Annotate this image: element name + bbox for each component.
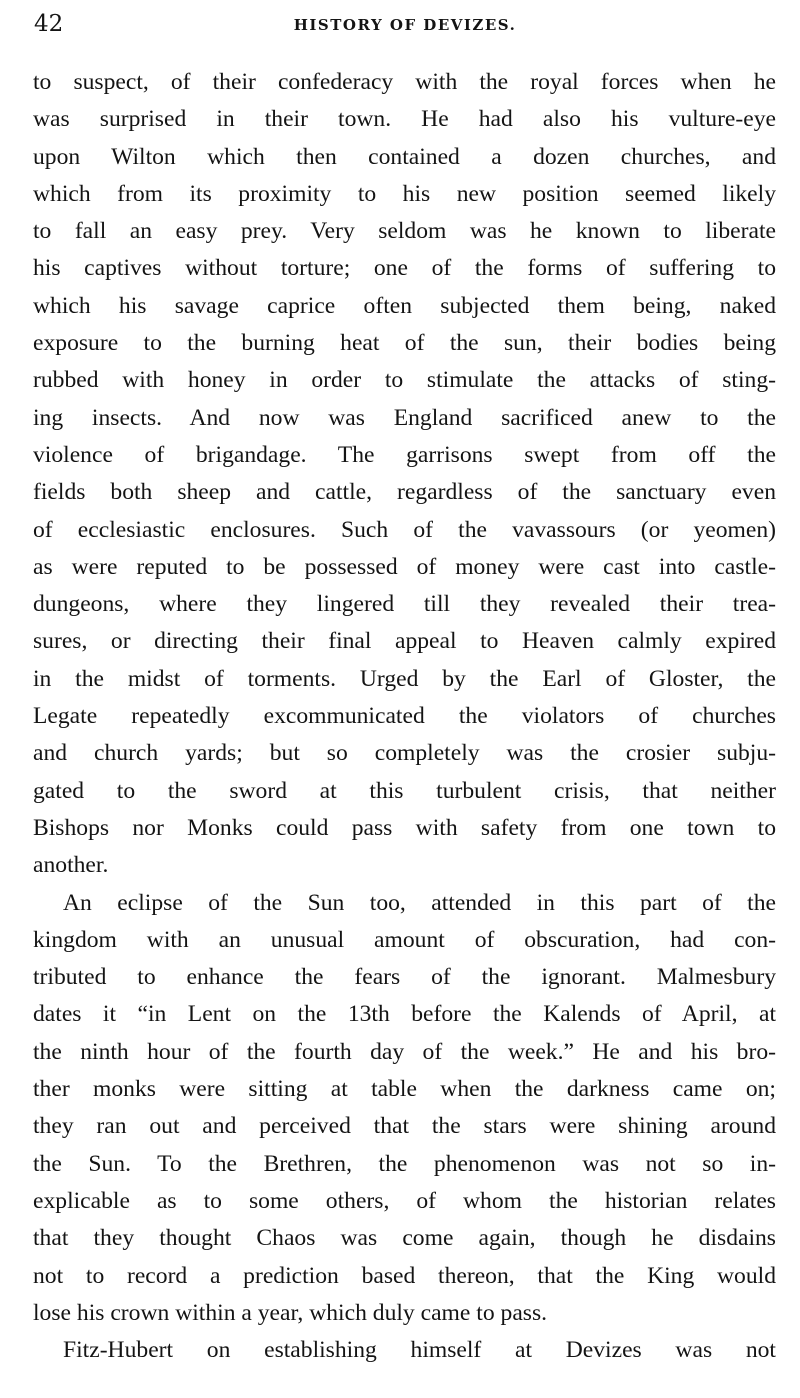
- text-line: tributed to enhance the fears of the ignorant. Malmesbury: [33, 964, 776, 991]
- text-line: An eclipse of the Sun too, attended in this part of the: [63, 889, 776, 916]
- text-line: sures, or directing their final appeal to Heaven calmly expired: [33, 628, 776, 655]
- text-line: and church yards; but so completely was the crosier subju-: [33, 740, 776, 767]
- page-number: 42: [34, 11, 64, 37]
- text-line: gated to the sword at this turbulent crisis, that neither: [33, 777, 776, 804]
- text-line: upon Wilton which then contained a dozen churches, and: [33, 143, 776, 170]
- text-line: Legate repeatedly excommunicated the violators of churches: [33, 703, 776, 730]
- text-line: ther monks were sitting at table when the darkness came on;: [33, 1076, 776, 1103]
- running-head: [34, 8, 776, 40]
- text-line: another.: [33, 852, 109, 879]
- text-line: which his savage caprice often subjected them being, naked: [33, 292, 776, 319]
- text-line: not to record a prediction based thereon, that the King would: [33, 1262, 776, 1289]
- text-line: the Sun. To the Brethren, the phenomenon was not so in-: [33, 1150, 776, 1177]
- text-line: the ninth hour of the fourth day of the week.” He and his bro-: [33, 1038, 776, 1065]
- text-line: lose his crown within a year, which duly came to pass.: [33, 1299, 548, 1326]
- text-line: kingdom with an unusual amount of obscuration, had con-: [33, 926, 776, 953]
- text-line: ing insects. And now was England sacrificed anew to the: [33, 404, 776, 431]
- running-title: HISTORY OF DEVIZES.: [293, 16, 517, 34]
- text-line: to fall an easy prey. Very seldom was he known to liberate: [33, 218, 776, 245]
- text-line: that they thought Chaos was come again, though he disdains: [33, 1225, 776, 1252]
- text-line: they ran out and perceived that the stars were shining around: [33, 1113, 776, 1140]
- text-line: exposure to the burning heat of the sun, their bodies being: [33, 330, 776, 357]
- text-line: of ecclesiastic enclosures. Such of the vavassours (or yeomen): [33, 516, 776, 543]
- text-line: rubbed with honey in order to stimulate the attacks of sting-: [33, 367, 776, 394]
- text-line: as were reputed to be possessed of money were cast into castle-: [33, 553, 776, 580]
- text-line: fields both sheep and cattle, regardless of the sanctuary even: [33, 479, 776, 506]
- text-line: dates it “in Lent on the 13th before the Kalends of April, at: [33, 1001, 776, 1028]
- text-line: was surprised in their town. He had also his vulture-eye: [33, 106, 776, 133]
- text-line: explicable as to some others, of whom the historian relates: [33, 1187, 776, 1214]
- text-line: Fitz-Hubert on establishing himself at Devizes was not: [63, 1337, 776, 1364]
- text-line: his captives without torture; one of the forms of suffering to: [33, 255, 776, 282]
- text-line: in the midst of torments. Urged by the Earl of Gloster, the: [33, 665, 776, 692]
- text-line: violence of brigandage. The garrisons swept from off the: [33, 441, 776, 468]
- text-line: which from its proximity to his new position seemed likely: [33, 180, 776, 207]
- text-line: to suspect, of their confederacy with the royal forces when he: [33, 69, 776, 95]
- body-text: [33, 64, 776, 1369]
- text-line: Bishops nor Monks could pass with safety from one town to: [33, 814, 776, 841]
- text-line: dungeons, where they lingered till they revealed their trea-: [33, 591, 776, 618]
